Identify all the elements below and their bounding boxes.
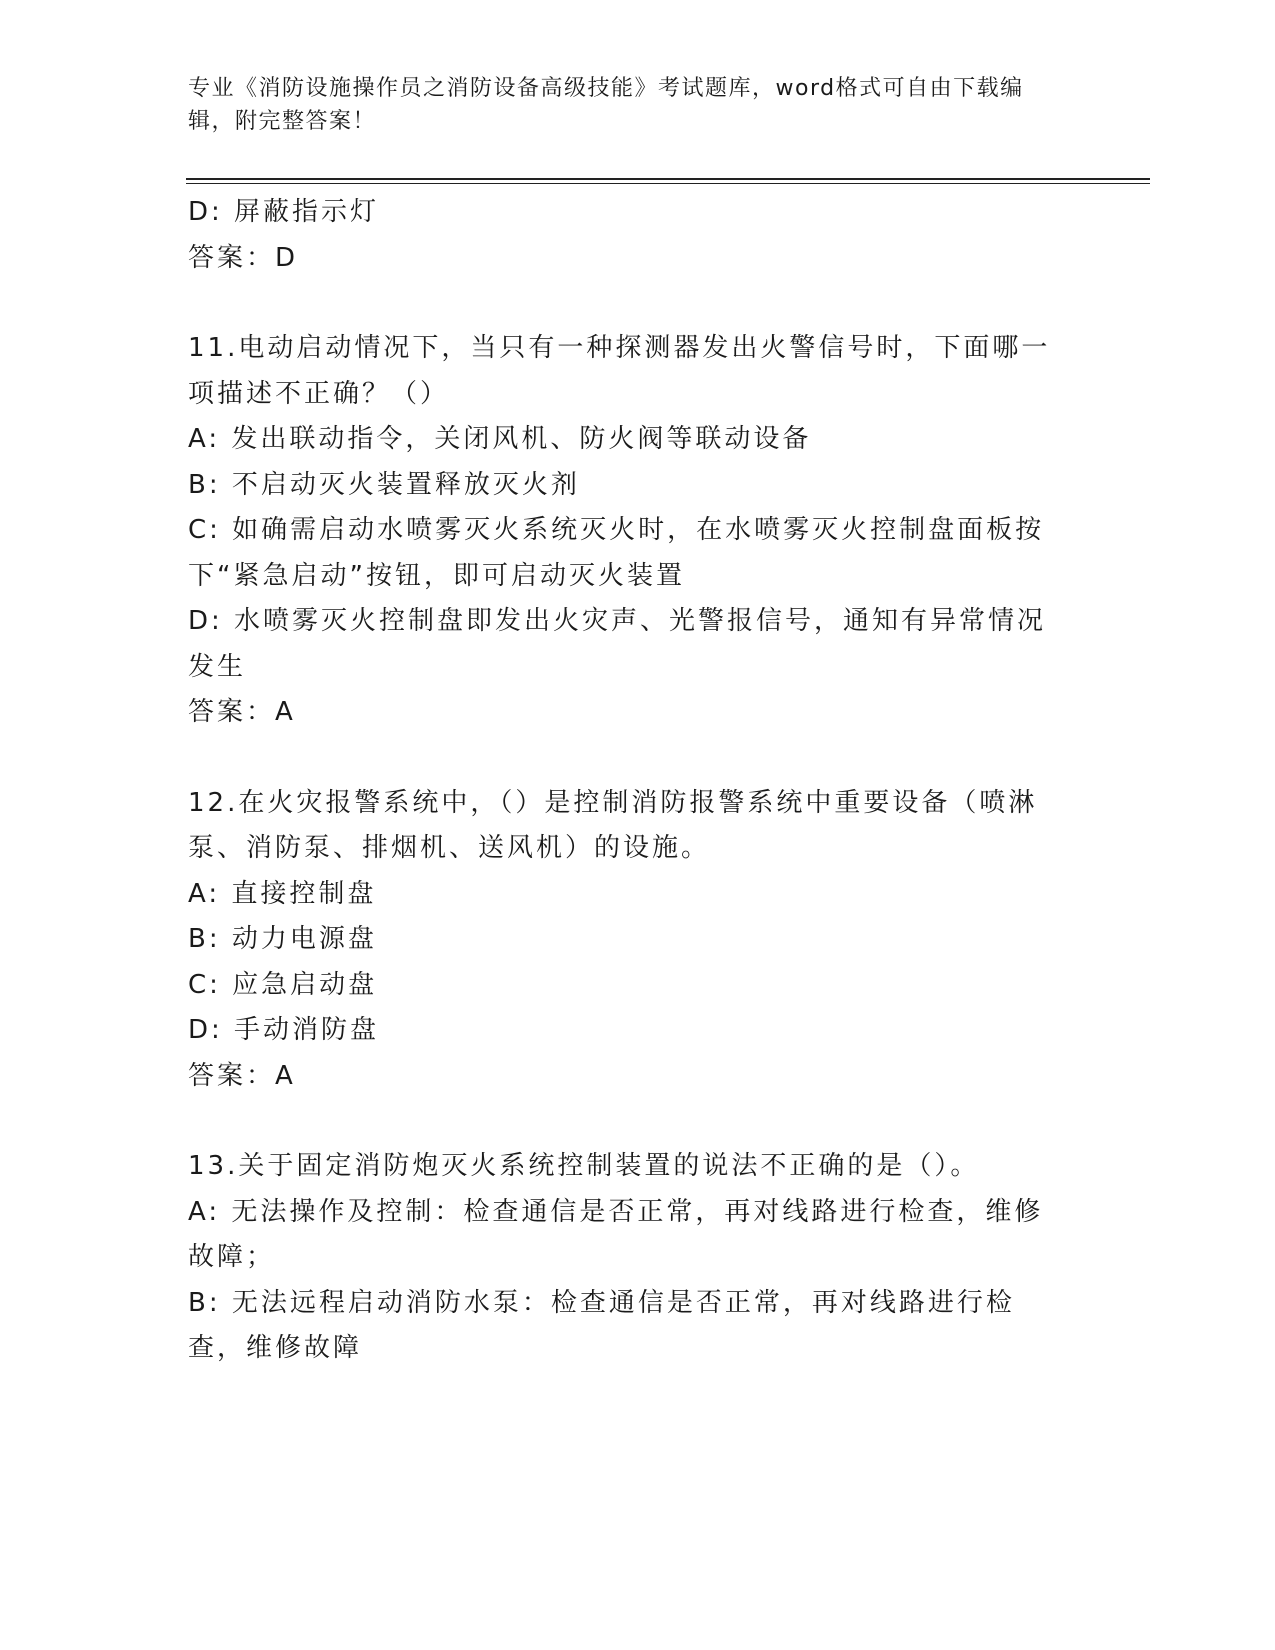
spacer — [188, 281, 1068, 326]
question-11 — [188, 326, 1068, 736]
answer: 答案：A — [188, 1060, 296, 1091]
answer: 答案：A — [188, 697, 296, 727]
prev-answer: 答案：D — [188, 242, 299, 273]
exam-content — [188, 190, 1068, 1372]
header-text: 专业《消防设施操作员之消防设备高级技能》考试题库，word格式可自由下载编辑，附完整答案！ — [188, 76, 1024, 134]
option-d: D: 水喷雾灭火控制盘即发出火灾声、光警报信号，通知有异常情况发生 — [188, 606, 1047, 682]
question-12 — [188, 781, 1068, 1100]
option-c: C: 如确需启动水喷雾灭火系统灭火时，在水喷雾灭火控制盘面板按下“紧急启动”按钮，即可启动灭火装置 — [188, 515, 1045, 591]
question-stem: 13.关于固定消防炮灭火系统控制装置的说法不正确的是（）。 — [188, 1151, 980, 1181]
option-c: C: 应急启动盘 — [188, 969, 378, 1000]
prev-option-d: D: 屏蔽指示灯 — [188, 197, 380, 227]
option-a: A: 发出联动指令，关闭风机、防火阀等联动设备 — [188, 424, 812, 454]
header-divider-thick — [186, 178, 1150, 180]
spacer — [188, 736, 1068, 781]
option-a: A: 无法操作及控制：检查通信是否正常，再对线路进行检查，维修故障； — [188, 1196, 1044, 1272]
option-b: B: 无法远程启动消防水泵：检查通信是否正常，再对线路进行检查，维修故障 — [188, 1287, 1015, 1363]
spacer — [188, 1099, 1068, 1144]
question-stem: 12.在火灾报警系统中，（）是控制消防报警系统中重要设备（喷淋泵、消防泵、排烟机、送风机）的设施。 — [188, 787, 1038, 863]
option-d: D: 手动消防盘 — [188, 1015, 380, 1045]
option-b: B: 动力电源盘 — [188, 924, 377, 954]
question-13 — [188, 1144, 1068, 1372]
header-divider-thin — [186, 183, 1150, 184]
question-stem: 11.电动启动情况下，当只有一种探测器发出火警信号时，下面哪一项描述不正确？（） — [188, 333, 1051, 409]
option-b: B: 不启动灭火装置释放灭火剂 — [188, 469, 580, 500]
document-header — [188, 72, 1068, 138]
option-a: A: 直接控制盘 — [188, 878, 377, 909]
